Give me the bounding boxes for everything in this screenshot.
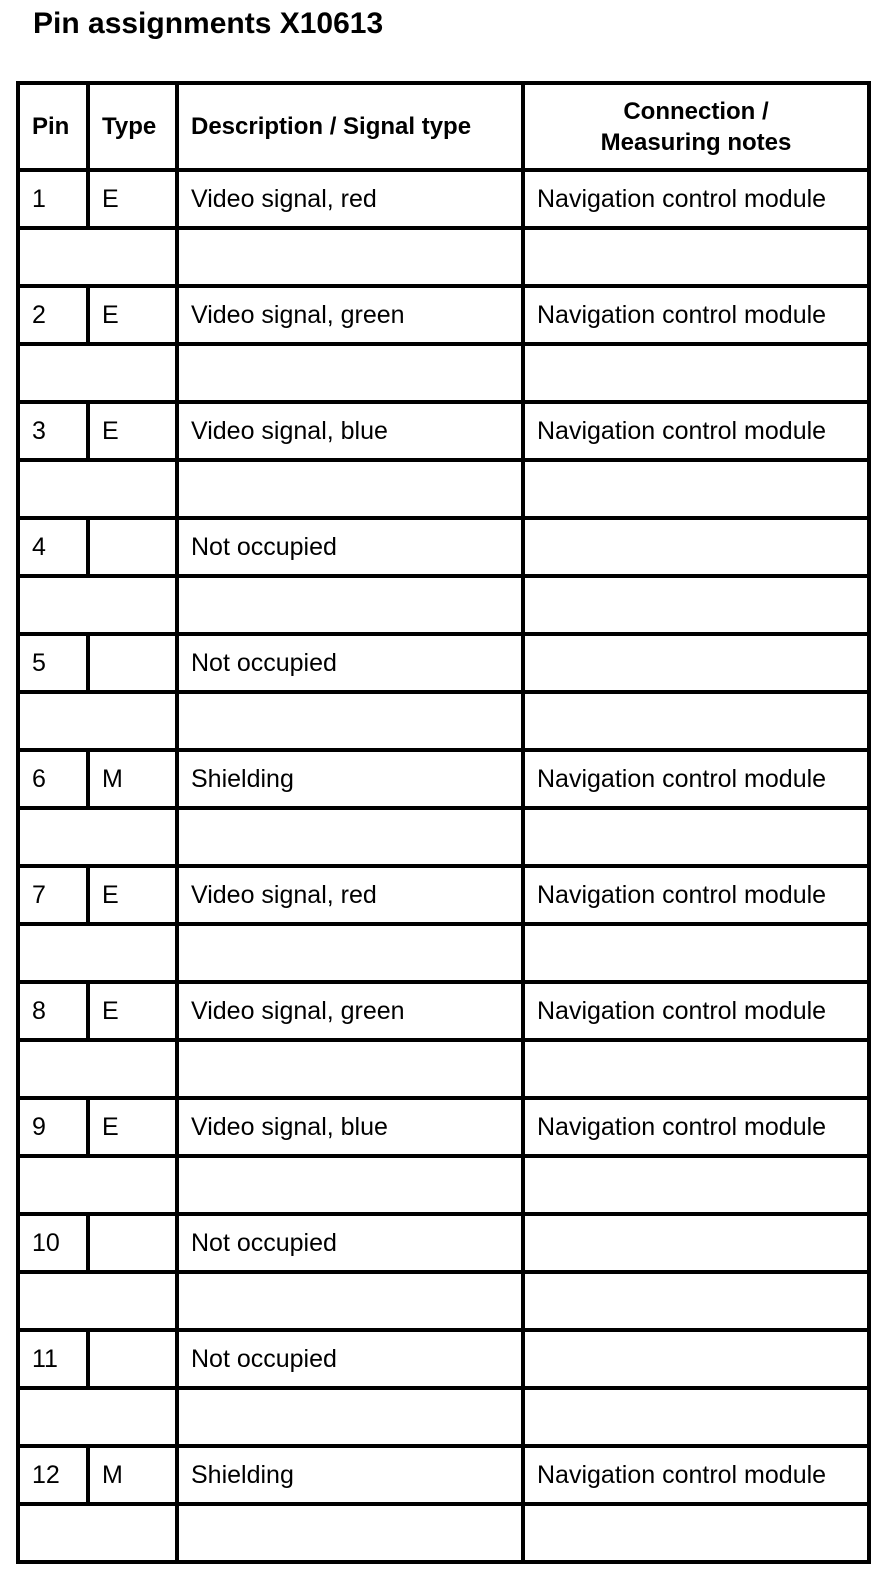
table-row: [18, 750, 869, 808]
table-row: [18, 1214, 869, 1272]
spacer-cell-pin-type: [18, 344, 177, 402]
table-spacer-row: [18, 1272, 869, 1330]
pin-assignment-table: [16, 81, 871, 1564]
table-row: [18, 402, 869, 460]
cell-pin: 2: [18, 286, 88, 344]
cell-connection: [523, 1330, 869, 1388]
cell-description: Shielding: [177, 750, 523, 808]
table-spacer-row: [18, 808, 869, 866]
header-connection-line2: Measuring notes: [600, 128, 792, 156]
cell-pin: 10: [18, 1214, 88, 1272]
table-spacer-row: [18, 1388, 869, 1446]
table-row: [18, 1098, 869, 1156]
cell-type: E: [88, 170, 177, 228]
spacer-cell-pin-type: [18, 1504, 177, 1562]
table-row: [18, 1446, 869, 1504]
spacer-cell-connection: [523, 1388, 869, 1446]
cell-connection: Navigation control module: [523, 286, 869, 344]
table-spacer-row: [18, 1040, 869, 1098]
cell-connection: [523, 518, 869, 576]
cell-connection: Navigation control module: [523, 402, 869, 460]
spacer-cell-pin-type: [18, 1156, 177, 1214]
cell-type: [88, 1330, 177, 1388]
spacer-cell-description: [177, 1156, 523, 1214]
cell-pin: 4: [18, 518, 88, 576]
table-row: [18, 286, 869, 344]
cell-pin: 11: [18, 1330, 88, 1388]
spacer-cell-description: [177, 1388, 523, 1446]
cell-description: Not occupied: [177, 634, 523, 692]
table-body: [18, 170, 869, 1562]
table-row: [18, 170, 869, 228]
cell-pin: 8: [18, 982, 88, 1040]
spacer-cell-pin-type: [18, 692, 177, 750]
cell-description: Shielding: [177, 1446, 523, 1504]
cell-description: Video signal, green: [177, 982, 523, 1040]
spacer-cell-pin-type: [18, 1388, 177, 1446]
table-spacer-row: [18, 1504, 869, 1562]
cell-pin: 5: [18, 634, 88, 692]
spacer-cell-description: [177, 1504, 523, 1562]
spacer-cell-pin-type: [18, 460, 177, 518]
spacer-cell-connection: [523, 576, 869, 634]
spacer-cell-description: [177, 924, 523, 982]
table-spacer-row: [18, 924, 869, 982]
spacer-cell-connection: [523, 1040, 869, 1098]
spacer-cell-pin-type: [18, 1040, 177, 1098]
cell-description: Not occupied: [177, 518, 523, 576]
table-spacer-row: [18, 228, 869, 286]
cell-description: Not occupied: [177, 1330, 523, 1388]
cell-pin: 9: [18, 1098, 88, 1156]
cell-pin: 1: [18, 170, 88, 228]
spacer-cell-description: [177, 808, 523, 866]
table-spacer-row: [18, 576, 869, 634]
cell-type: E: [88, 286, 177, 344]
cell-type: E: [88, 1098, 177, 1156]
cell-description: Not occupied: [177, 1214, 523, 1272]
cell-description: Video signal, red: [177, 170, 523, 228]
spacer-cell-pin-type: [18, 576, 177, 634]
spacer-cell-description: [177, 460, 523, 518]
cell-type: E: [88, 866, 177, 924]
spacer-cell-connection: [523, 692, 869, 750]
cell-type: E: [88, 402, 177, 460]
cell-description: Video signal, blue: [177, 1098, 523, 1156]
table-row: [18, 982, 869, 1040]
spacer-cell-description: [177, 344, 523, 402]
cell-pin: 12: [18, 1446, 88, 1504]
spacer-cell-connection: [523, 228, 869, 286]
cell-pin: 6: [18, 750, 88, 808]
cell-pin: 3: [18, 402, 88, 460]
header-pin: Pin: [18, 83, 88, 170]
header-type: Type: [88, 83, 177, 170]
cell-description: Video signal, blue: [177, 402, 523, 460]
cell-type: [88, 518, 177, 576]
cell-connection: [523, 1214, 869, 1272]
table-row: [18, 634, 869, 692]
cell-connection: Navigation control module: [523, 982, 869, 1040]
spacer-cell-description: [177, 576, 523, 634]
spacer-cell-description: [177, 692, 523, 750]
spacer-cell-connection: [523, 1156, 869, 1214]
header-connection-line1: Connection /: [623, 97, 769, 125]
cell-type: [88, 1214, 177, 1272]
header-connection: [523, 83, 869, 170]
spacer-cell-pin-type: [18, 808, 177, 866]
cell-pin: 7: [18, 866, 88, 924]
cell-connection: Navigation control module: [523, 866, 869, 924]
cell-type: M: [88, 750, 177, 808]
table-header-row: [18, 83, 869, 170]
table-row: [18, 1330, 869, 1388]
page-title: Pin assignments X10613: [33, 7, 384, 40]
spacer-cell-connection: [523, 344, 869, 402]
cell-description: Video signal, green: [177, 286, 523, 344]
spacer-cell-connection: [523, 1272, 869, 1330]
cell-connection: Navigation control module: [523, 170, 869, 228]
table-spacer-row: [18, 344, 869, 402]
spacer-cell-connection: [523, 1504, 869, 1562]
spacer-cell-connection: [523, 808, 869, 866]
spacer-cell-connection: [523, 924, 869, 982]
cell-connection: Navigation control module: [523, 750, 869, 808]
table-row: [18, 866, 869, 924]
cell-type: E: [88, 982, 177, 1040]
cell-connection: Navigation control module: [523, 1098, 869, 1156]
spacer-cell-pin-type: [18, 924, 177, 982]
table-spacer-row: [18, 692, 869, 750]
spacer-cell-description: [177, 228, 523, 286]
spacer-cell-pin-type: [18, 1272, 177, 1330]
cell-type: [88, 634, 177, 692]
table-spacer-row: [18, 1156, 869, 1214]
header-description: Description / Signal type: [177, 83, 523, 170]
spacer-cell-connection: [523, 460, 869, 518]
cell-description: Video signal, red: [177, 866, 523, 924]
cell-connection: [523, 634, 869, 692]
spacer-cell-description: [177, 1272, 523, 1330]
table-spacer-row: [18, 460, 869, 518]
table-row: [18, 518, 869, 576]
spacer-cell-description: [177, 1040, 523, 1098]
spacer-cell-pin-type: [18, 228, 177, 286]
cell-type: M: [88, 1446, 177, 1504]
cell-connection: Navigation control module: [523, 1446, 869, 1504]
